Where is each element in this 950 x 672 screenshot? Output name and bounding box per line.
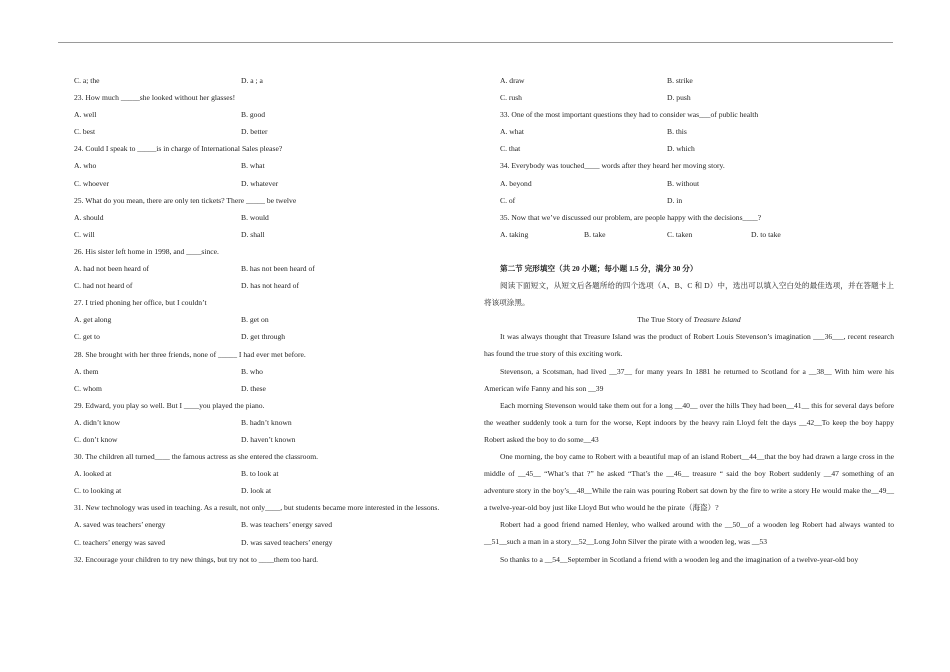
option-text: B. take	[584, 229, 606, 239]
option-row	[58, 465, 468, 482]
option-text: A. didn’t know	[74, 417, 121, 427]
story-paragraph: It was always thought that Treasure Island was the product of Robert Louis Stevenson’s imagination ___36___, recent research has found the true story of this exciting work.	[484, 332, 894, 359]
option-row	[58, 260, 468, 277]
option-row	[58, 106, 468, 123]
option-text: D. whatever	[241, 178, 279, 188]
question-text: 26. His sister left home in 1998, and ____since.	[74, 246, 219, 256]
option-row	[58, 226, 468, 243]
story-paragraph: Stevenson, a Scotsman, had lived __37__ for many years In 1881 he returned to Scotland for a __38__ With him were his American wife Fanny and his son __39	[484, 366, 894, 393]
option-row	[58, 414, 468, 431]
question-text: 31. New technology was used in teaching. As a result, not only____, but students became more interested in the lessons.	[74, 503, 440, 513]
option-text: A. draw	[500, 76, 525, 85]
option-text: C. taken	[667, 229, 693, 239]
option-row	[58, 380, 468, 397]
option-text: D. these	[241, 383, 266, 393]
option-text: B. who	[241, 366, 263, 376]
story-paragraph: Each morning Stevenson would take them out for a long __40__ over the hills They had been__41__ this for several days before the weather suddenly took a turn for the worse, Kept indoors by the heavy rain Lloyd felt the days __42__To keep the boy happy Robert asked the boy to do some__43	[484, 400, 894, 444]
option-text: D. has not heard of	[241, 281, 299, 291]
option-text: D. which	[667, 144, 695, 154]
option-text: C. whoever	[74, 178, 110, 188]
option-row	[484, 175, 894, 192]
option-text: C. of	[500, 195, 516, 205]
right-column	[484, 72, 894, 568]
option-row	[58, 277, 468, 294]
option-text: C. don’t know	[74, 434, 118, 444]
option-text: C. get to	[74, 332, 100, 342]
option-row	[484, 226, 894, 243]
option-text: A. them	[74, 366, 99, 376]
question-text: 35. Now that we’ve discussed our problem, are people happy with the decisions____?	[500, 212, 762, 222]
option-text: A. looked at	[74, 469, 112, 479]
option-row	[58, 482, 468, 499]
option-row	[58, 363, 468, 380]
left-column	[58, 72, 468, 568]
option-text: D. get through	[241, 332, 286, 342]
option-text: B. has not been heard of	[241, 264, 315, 274]
option-text: D. better	[241, 127, 268, 137]
option-text: D. a ; a	[241, 76, 263, 85]
option-row	[484, 72, 894, 89]
option-row	[58, 209, 468, 226]
option-text: A. who	[74, 161, 97, 171]
option-row	[58, 123, 468, 140]
option-text: C. had not heard of	[74, 281, 133, 291]
option-text: B. good	[241, 110, 266, 120]
option-text: D. was saved teachers’ energy	[241, 537, 333, 547]
option-text: D. in	[667, 195, 683, 205]
option-text: B. would	[241, 212, 269, 222]
story-title	[484, 311, 894, 328]
header-rule	[58, 42, 893, 43]
story-paragraph: One morning, the boy came to Robert with a beautiful map of an island Robert__44__that the boy had drawn a large cross in the middle of __45__ “What’s that ?” he asked “That’s the __46__ treasure “ said the boy Robert suddenly __47 something of an adventure story in the boy’s__48__While the rain was pouring Robert sat down by the fire to write a story He would make the__49__ a twelve-year-old boy just like Lloyd But who would he the pirate（海盗）?	[484, 451, 894, 513]
option-text: C. best	[74, 127, 96, 137]
option-text: D. haven’t known	[241, 434, 296, 444]
question-text: 32. Encourage your children to try new things, but try not to ____them too hard.	[74, 554, 319, 564]
option-text: C. to looking at	[74, 486, 122, 496]
option-row	[484, 140, 894, 157]
option-row	[484, 192, 894, 209]
option-text: C. whom	[74, 383, 102, 393]
option-row	[484, 89, 894, 106]
option-row	[58, 72, 468, 89]
option-text: B. strike	[667, 76, 693, 85]
option-text: A. had not been heard of	[74, 264, 150, 274]
option-text: D. to take	[751, 229, 781, 239]
option-text: D. push	[667, 93, 691, 103]
option-row	[58, 516, 468, 533]
section-heading: 第二节 完形填空（共 20 小题；每小题 1.5 分，满分 30 分）	[500, 263, 698, 273]
option-text: B. this	[667, 127, 687, 137]
question-text: 34. Everybody was touched____ words after they heard her moving story.	[500, 161, 725, 171]
story-title-italic: Treasure Island	[693, 315, 741, 325]
option-text: A. what	[500, 127, 525, 137]
option-text: A. get along	[74, 315, 112, 325]
question-text: 25. What do you mean, there are only ten tickets? There _____ be twelve	[74, 195, 297, 205]
option-text: C. a; the	[74, 76, 100, 85]
option-row	[58, 534, 468, 551]
question-text: 28. She brought with her three friends, none of _____ I had ever met before.	[74, 349, 306, 359]
option-text: A. taking	[500, 229, 529, 239]
option-text: B. was teachers’ energy saved	[241, 520, 333, 530]
option-text: D. look at	[241, 486, 272, 496]
option-text: C. will	[74, 229, 95, 239]
option-text: C. teachers’ energy was saved	[74, 537, 166, 547]
question-text: 29. Edward, you play so well. But I ____you played the piano.	[74, 400, 265, 410]
instructions-text: 阅读下面短文，从短文后各题所给的四个选项（A、B、C 和 D）中，选出可以填入空白处的最佳选项，并在答题卡上将该项涂黑。	[484, 281, 894, 308]
option-text: B. get on	[241, 315, 269, 325]
option-row	[58, 311, 468, 328]
option-text: B. what	[241, 161, 265, 171]
option-text: A. well	[74, 110, 97, 120]
option-row	[58, 328, 468, 345]
option-row	[484, 123, 894, 140]
story-title-prefix: The True Story of	[637, 315, 694, 325]
option-text: A. saved was teachers’ energy	[74, 520, 166, 530]
option-text: B. hadn’t known	[241, 417, 292, 427]
question-text: 24. Could I speak to _____is in charge of International Sales please?	[74, 144, 283, 154]
question-text: 27. I tried phoning her office, but I couldn’t	[74, 298, 207, 308]
option-row	[58, 157, 468, 174]
option-text: C. that	[500, 144, 521, 154]
option-text: B. to look at	[241, 469, 279, 479]
option-text: B. without	[667, 178, 700, 188]
option-text: C. rush	[500, 93, 522, 103]
option-row	[58, 431, 468, 448]
story-paragraph: Robert had a good friend named Henley, who walked around with the __50__of a wooden leg Robert had always wanted to __51__such a man in a story__52__Long John Silver the pirate with a wooden leg, was __53	[484, 520, 894, 547]
option-text: A. should	[74, 212, 104, 222]
option-text: A. beyond	[500, 178, 532, 188]
story-paragraph: So thanks to a __54__September in Scotland a friend with a wooden leg and the imagination of a twelve-year-old boy	[500, 554, 859, 564]
option-row	[58, 175, 468, 192]
question-text: 30. The children all turned____ the famous actress as she entered the classroom.	[74, 452, 319, 462]
question-text: 23. How much _____she looked without her glasses!	[74, 93, 236, 103]
option-text: D. shall	[241, 229, 265, 239]
question-text: 33. One of the most important questions they had to consider was___of public health	[500, 110, 759, 120]
